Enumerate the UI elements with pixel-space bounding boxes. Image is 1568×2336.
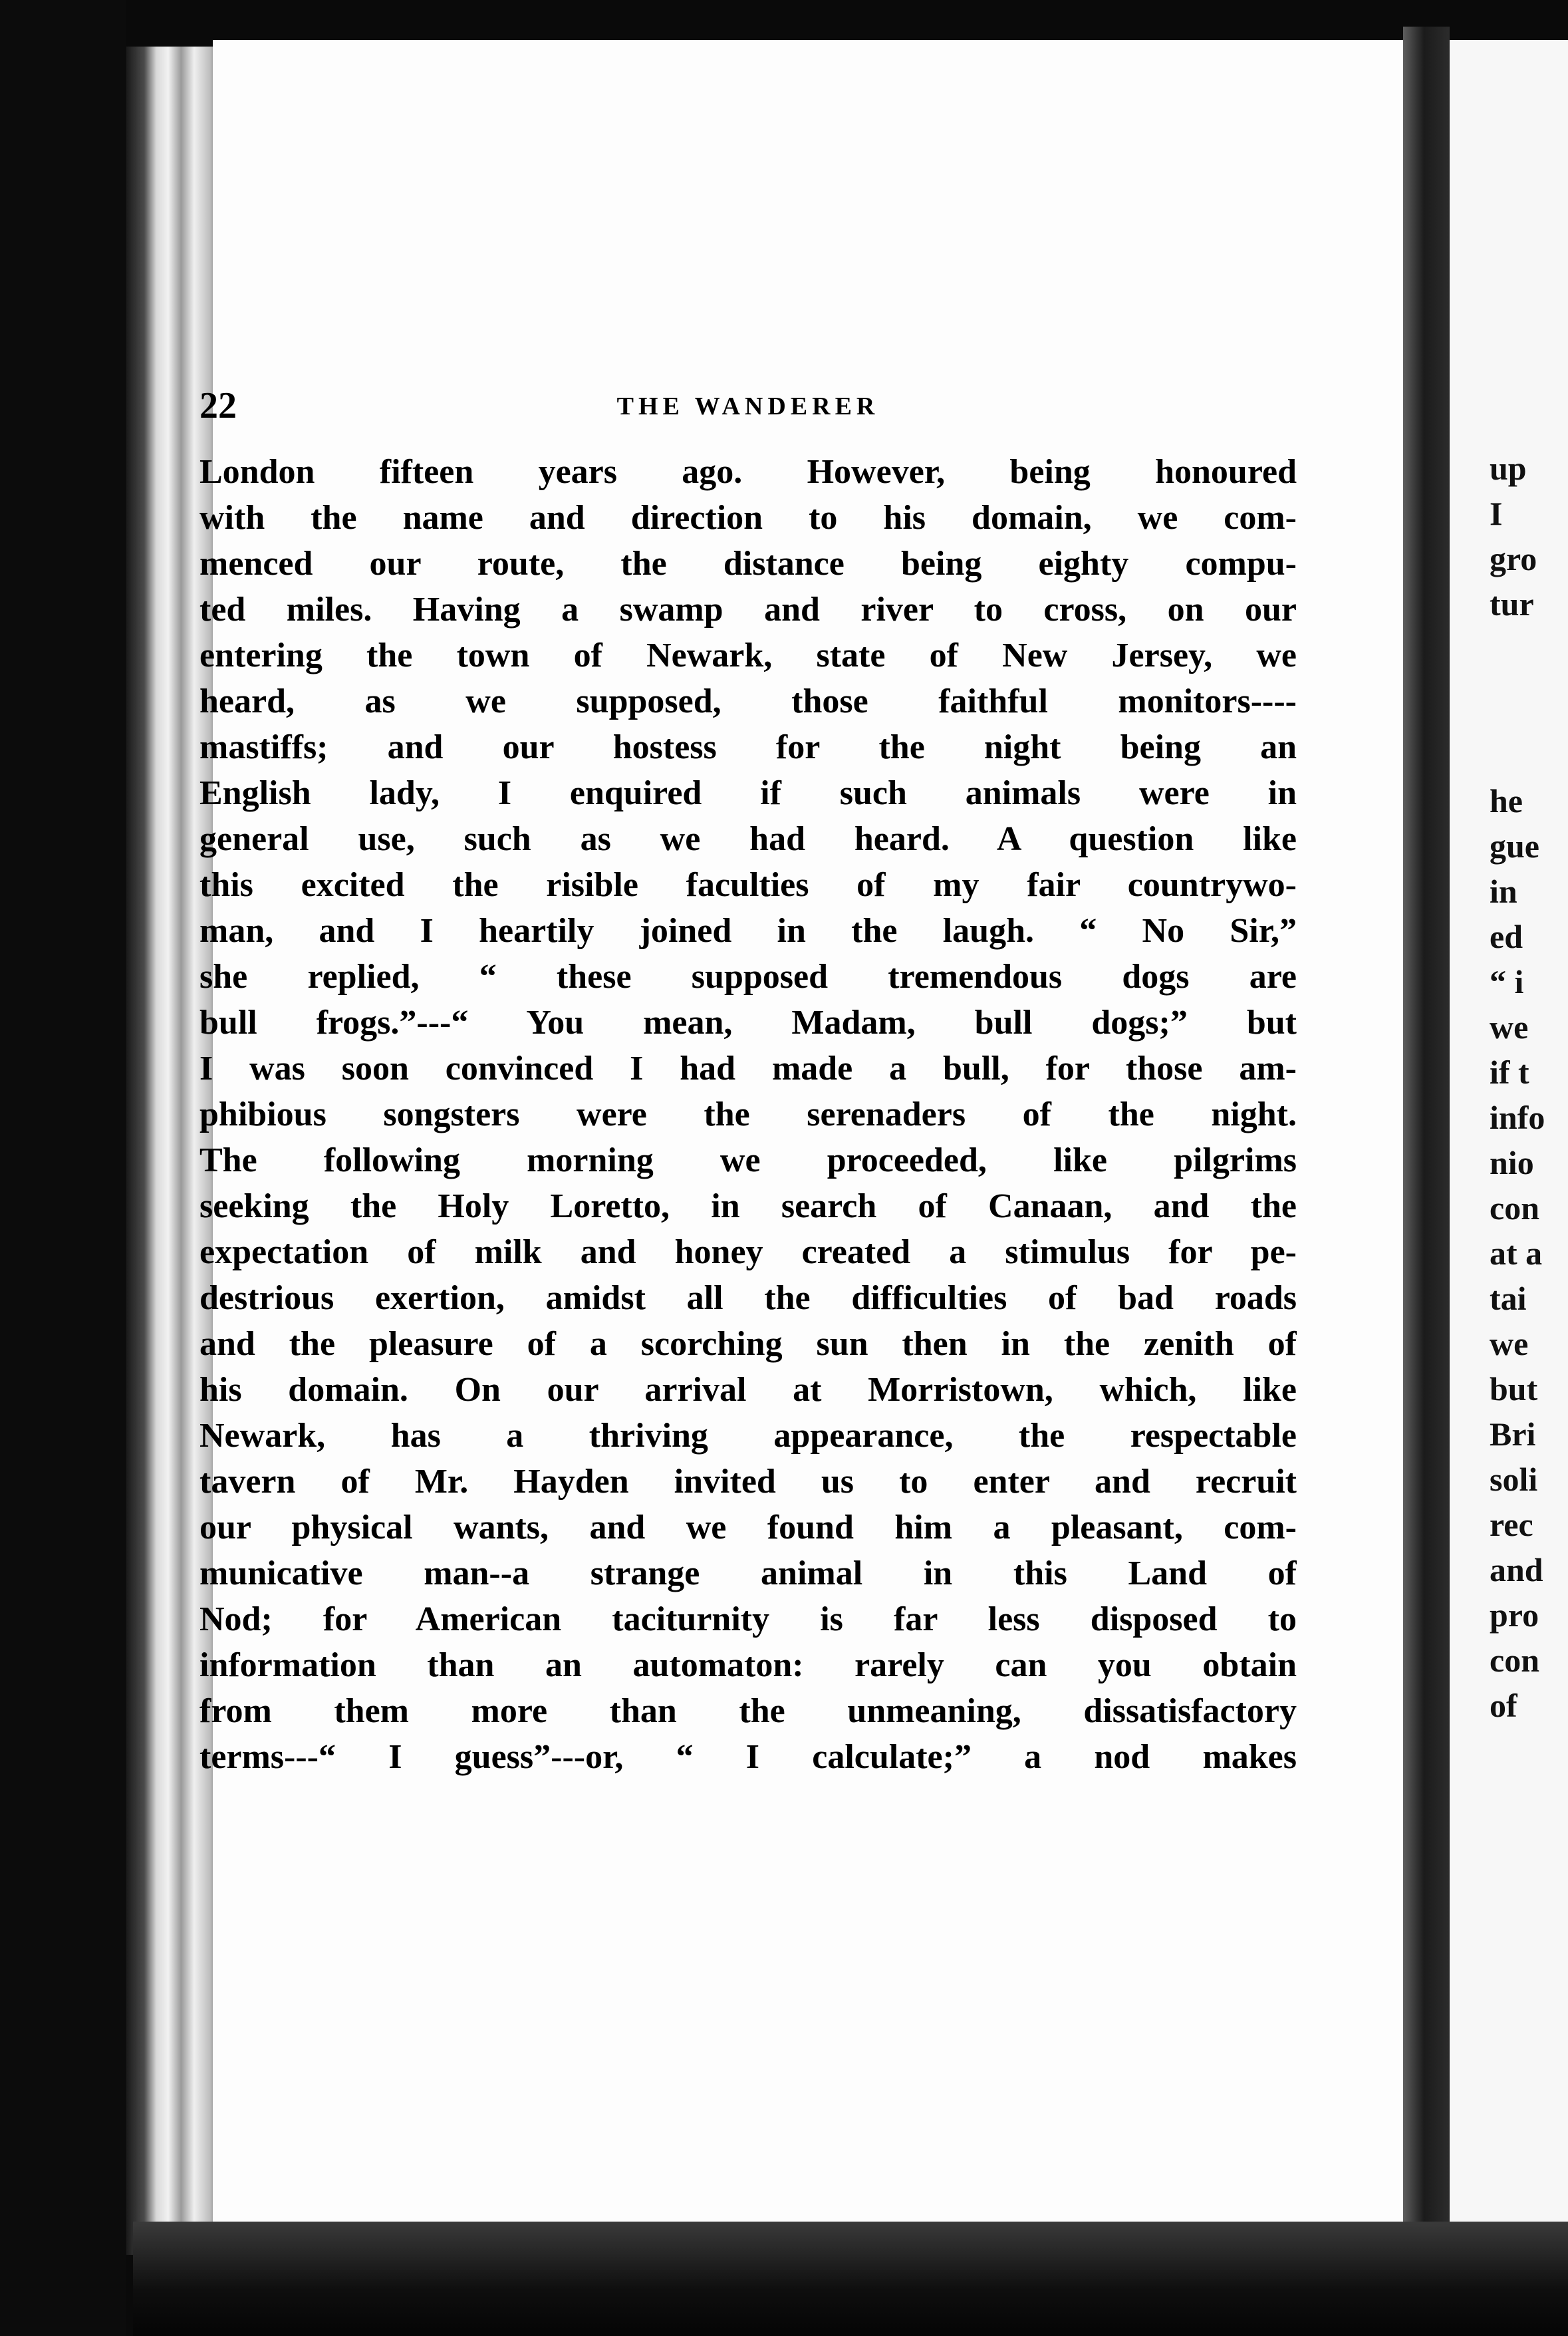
facing-page-fragment: “ i <box>1490 963 1524 1000</box>
body-line: tavern of Mr. Hayden invited us to enter and recruit <box>199 1463 1297 1501</box>
facing-page-fragment: pro <box>1490 1596 1539 1634</box>
body-line: and the pleasure of a scorching sun then in the zenith of <box>199 1325 1297 1363</box>
body-text <box>199 449 1297 1780</box>
body-line: from them more than the unmeaning, dissatisfactory <box>199 1692 1297 1730</box>
body-line: Newark, has a thriving appearance, the respectable <box>199 1417 1297 1455</box>
body-line: information than an automaton: rarely can you obtain <box>199 1646 1297 1684</box>
facing-page-fragment: soli <box>1490 1461 1538 1498</box>
facing-page-fragment: con <box>1490 1642 1539 1679</box>
body-line: terms---“ I guess”---or, “ I calculate;” a nod makes <box>199 1738 1297 1776</box>
body-line: general use, such as we had heard. A question like <box>199 820 1297 858</box>
body-line: with the name and direction to his domain, we com- <box>199 499 1297 537</box>
facing-page-fragment: we <box>1490 1325 1529 1362</box>
body-line: ted miles. Having a swamp and river to cross, on our <box>199 591 1297 629</box>
body-line: man, and I heartily joined in the laugh. “ No Sir,” <box>199 912 1297 950</box>
facing-page-fragment: gro <box>1490 540 1537 577</box>
body-line: destrious exertion, amidst all the difficulties of bad roads <box>199 1279 1297 1317</box>
body-line: heard, as we supposed, those faithful monitors---- <box>199 682 1297 720</box>
body-line: expectation of milk and honey created a stimulus for pe- <box>199 1233 1297 1271</box>
body-line: mastiffs; and our hostess for the night being an <box>199 728 1297 766</box>
facing-page-fragment: of <box>1490 1687 1517 1724</box>
facing-page-fragment: up <box>1490 450 1527 487</box>
facing-page-fragment: nio <box>1490 1144 1534 1181</box>
facing-page-fragment: ed <box>1490 918 1523 955</box>
facing-page-fragment: rec <box>1490 1506 1533 1543</box>
body-line: his domain. On our arrival at Morristown, which, like <box>199 1371 1297 1409</box>
body-line: seeking the Holy Loretto, in search of Canaan, and the <box>199 1187 1297 1225</box>
body-line: I was soon convinced I had made a bull, for those am- <box>199 1050 1297 1088</box>
page-number: 22 <box>199 385 237 426</box>
facing-page-fragment: tur <box>1490 585 1534 623</box>
facing-page-fragment: at a <box>1490 1235 1543 1272</box>
facing-page-fragment: gue <box>1490 827 1539 865</box>
facing-page-fragment: tai <box>1490 1280 1527 1317</box>
body-line: The following morning we proceeded, like pilgrims <box>199 1141 1297 1179</box>
facing-page-fragment: I <box>1490 495 1503 532</box>
facing-page-fragment: we <box>1490 1008 1529 1046</box>
body-line: phibious songsters were the serenaders of the night. <box>199 1095 1297 1133</box>
facing-page-fragment: if t <box>1490 1054 1529 1091</box>
facing-page-fragment: con <box>1490 1189 1539 1227</box>
book-bottom-edge <box>133 2222 1568 2336</box>
running-head: THE WANDERER <box>616 392 880 420</box>
book-left-edge <box>0 0 126 2336</box>
body-line: she replied, “ these supposed tremendous dogs are <box>199 958 1297 996</box>
facing-page-fragment: he <box>1490 782 1523 819</box>
facing-page-fragment: and <box>1490 1551 1543 1588</box>
facing-page-fragment: but <box>1490 1370 1538 1407</box>
body-line: Nod; for American taciturnity is far less disposed to <box>199 1600 1297 1638</box>
body-line: entering the town of Newark, state of New Jersey, we <box>199 637 1297 674</box>
page-header <box>199 386 1297 426</box>
body-line: bull frogs.”---“ You mean, Madam, bull dogs;” but <box>199 1004 1297 1042</box>
facing-page-fragment: in <box>1490 873 1517 910</box>
body-line: English lady, I enquired if such animals were in <box>199 774 1297 812</box>
facing-page-fragment: info <box>1490 1099 1545 1136</box>
body-line: our physical wants, and we found him a pleasant, com- <box>199 1509 1297 1546</box>
body-line: this excited the risible faculties of my fair countrywo- <box>199 866 1297 904</box>
body-line: menced our route, the distance being eighty compu- <box>199 545 1297 583</box>
book-gutter <box>1403 27 1450 2262</box>
body-line: municative man--a strange animal in this Land of <box>199 1554 1297 1592</box>
facing-page-fragment: Bri <box>1490 1415 1536 1453</box>
body-line: London fifteen years ago. However, being honoured <box>199 453 1297 491</box>
